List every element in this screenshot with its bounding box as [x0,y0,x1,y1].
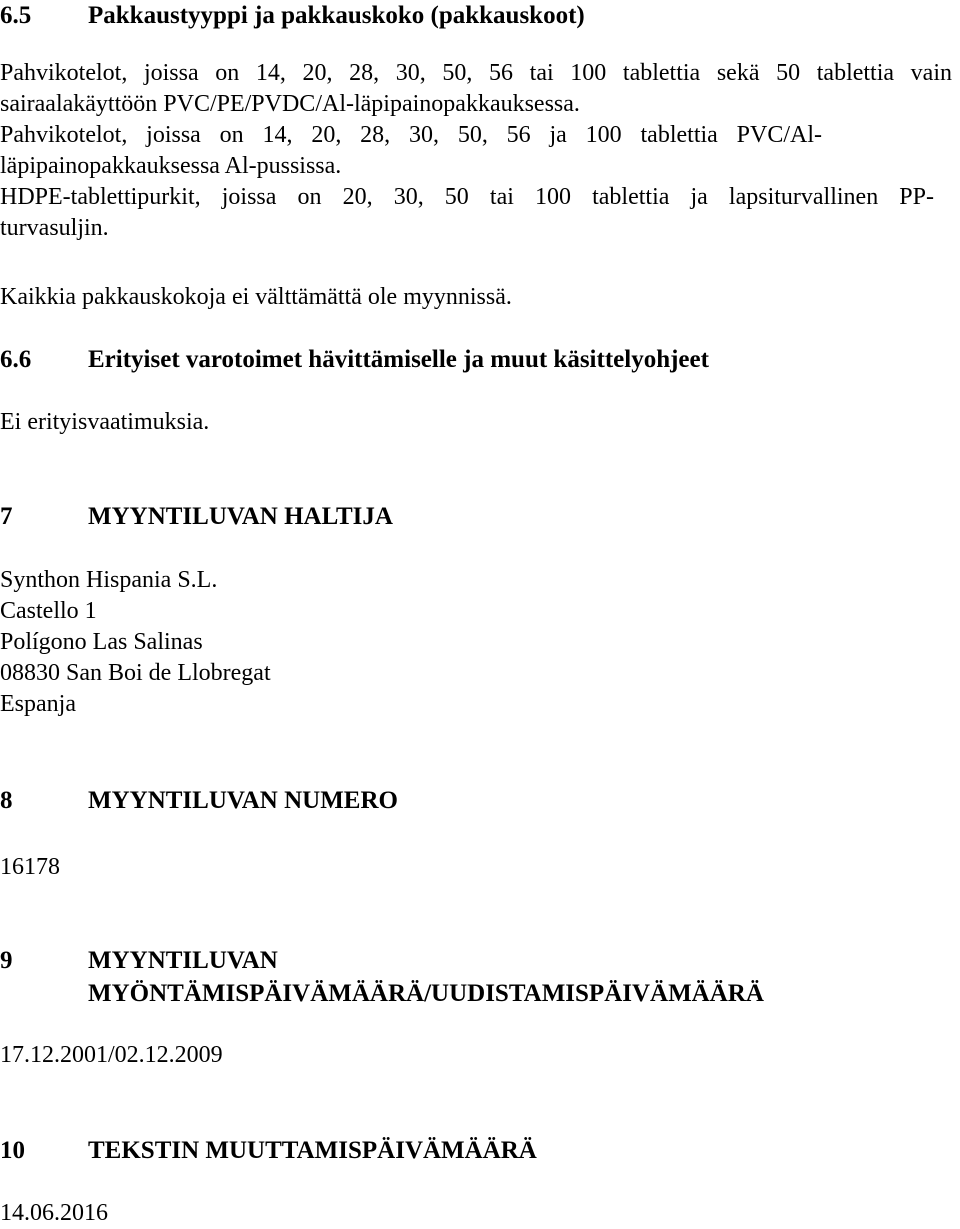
section-9-heading [0,945,278,977]
section-number: 6.5 [0,2,32,29]
section-7-heading [0,501,393,533]
section-6-5-heading [0,0,585,32]
section-title-line-2: MYÖNTÄMISPÄIVÄMÄÄRÄ/UUDISTAMISPÄIVÄMÄÄRÄ [88,980,764,1007]
authorisation-number: 16178 [0,854,60,880]
revision-date: 14.06.2016 [0,1200,108,1226]
section-number: 9 [0,947,13,974]
address-line: Synthon Hispania S.L. [0,567,218,593]
section-title: MYYNTILUVAN HALTIJA [88,503,393,530]
address-line: Castello 1 [0,598,97,624]
section-number: 8 [0,787,13,814]
holder-address [0,565,271,720]
package-description [0,58,952,244]
section-title: TEKSTIN MUUTTAMISPÄIVÄMÄÄRÄ [88,1137,537,1164]
section-number: 7 [0,503,13,530]
section-title: Pakkaustyyppi ja pakkauskoko (pakkauskoot) [88,2,585,29]
section-9-heading-continued [88,978,764,1010]
section-number: 6.6 [0,346,32,373]
section-8-heading [0,785,398,817]
section-title-line-1: MYYNTILUVAN [88,947,278,974]
section-title: MYYNTILUVAN NUMERO [88,787,398,814]
address-line: 08830 San Boi de Llobregat [0,660,271,686]
package-line: turvasuljin. [0,215,109,241]
section-6-6-heading [0,344,709,376]
section-10-heading [0,1135,537,1167]
address-line: Polígono Las Salinas [0,629,203,655]
package-line: HDPE-tablettipurkit, joissa on 20, 30, 50 tai 100 tablettia ja lapsiturvallinen PP- [0,184,934,210]
authorisation-dates: 17.12.2001/02.12.2009 [0,1042,223,1068]
section-title: Erityiset varotoimet hävittämiselle ja muut käsittelyohjeet [88,346,709,373]
address-line: Espanja [0,691,76,717]
package-line: läpipainopakkauksessa Al-pussissa. [0,153,342,179]
package-line: Pahvikotelot, joissa on 14, 20, 28, 30, 50, 56 tai 100 tablettia sekä 50 tablettia vain [0,60,952,86]
availability-note: Kaikkia pakkauskokoja ei välttämättä ole myynnissä. [0,284,512,310]
disposal-text: Ei erityisvaatimuksia. [0,409,210,435]
section-number: 10 [0,1137,25,1164]
package-line: Pahvikotelot, joissa on 14, 20, 28, 30, 50, 56 ja 100 tablettia PVC/Al- [0,122,822,148]
package-line: sairaalakäyttöön PVC/PE/PVDC/Al-läpipainopakkauksessa. [0,91,580,117]
